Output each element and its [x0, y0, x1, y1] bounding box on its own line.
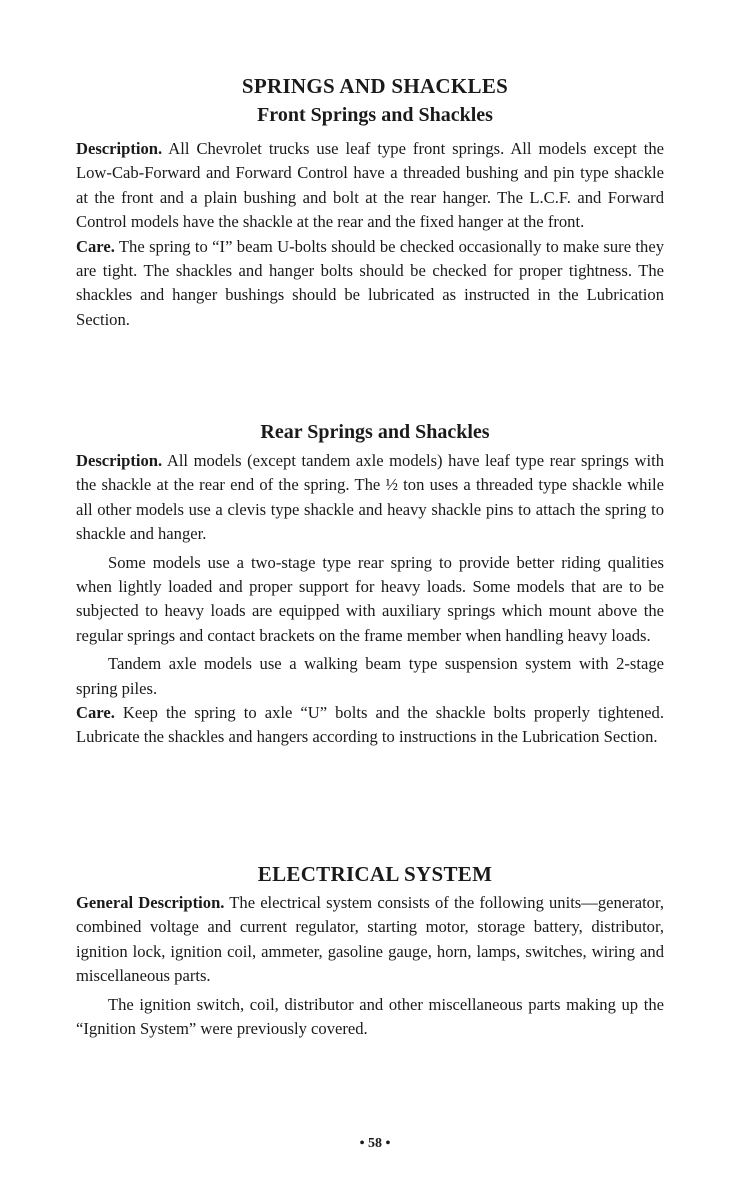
description-label: Description.	[76, 139, 163, 158]
care-text: Keep the spring to axle “U” bolts and the shackle bolts properly tightened. Lubricate the shackles and hangers according to instructions in the Lubrication Section.	[76, 703, 664, 747]
general-description-paragraph	[76, 891, 664, 989]
electrical-body	[76, 891, 664, 1041]
ignition-paragraph: The ignition switch, coil, distributor and other miscellaneous parts making up the “Ignition System” were previously covered.	[76, 994, 664, 1039]
front-springs-body	[76, 137, 664, 332]
description-text: All Chevrolet trucks use leaf type front springs. All models except the Low-Cab-Forward and Forward Control have a threaded bushing and pin type shackle at the front and a plain bushing and bolt at the rear hanger. The L.C.F. and Forward Control models have the shackle at the rear and the fixed hanger at the front.	[76, 139, 664, 232]
tandem-axle-paragraph: Tandem axle models use a walking beam type suspension system with 2-stage spring piles.	[76, 654, 664, 698]
general-description-label: General Description.	[76, 893, 225, 912]
front-description-paragraph	[76, 137, 664, 235]
care-text: The spring to “I” beam U-bolts should be checked occasionally to make sure they are tight. The shackles and hanger bolts should be checked for proper tightness. The shackles and hanger bushings should be lubricated as instructed in the Lubrication Section.	[76, 236, 664, 329]
rear-description-paragraph	[76, 449, 664, 547]
rear-springs-body	[76, 449, 664, 750]
subtitle-rear-springs: Rear Springs and Shackles	[260, 421, 490, 443]
care-label: Care.	[76, 236, 115, 256]
rear-care-paragraph	[76, 701, 664, 750]
two-stage-paragraph: Some models use a two-stage type rear spring to provide better riding qualities when lightly loaded and proper support for heavy loads. Some models that are to be subjected to heavy loads are equipped with auxiliary springs which mount above the regular springs and contact brackets on the frame member when handling heavy loads.	[76, 552, 664, 645]
care-label: Care.	[76, 703, 115, 723]
subtitle-front-springs: Front Springs and Shackles	[257, 104, 493, 126]
page-number: • 58 •	[359, 1136, 391, 1151]
description-label: Description.	[76, 451, 163, 470]
section-title-springs: SPRINGS AND SHACKLES	[241, 74, 509, 98]
front-care-paragraph	[76, 235, 664, 333]
section-title-electrical: ELECTRICAL SYSTEM	[257, 862, 493, 886]
general-description-text: The electrical system consists of the following units—generator, combined voltage and current regulator, starting motor, storage battery, distributor, ignition lock, ignition coil, ammeter, gasoline gauge, horn, lamps, switches, wiring and miscellaneous parts.	[76, 893, 664, 986]
description-text: All models (except tandem axle models) have leaf type rear springs with the shackle at the rear end of the spring. The ½ ton uses a threaded type shackle while all other models use a clevis type shackle and heavy shackle pins to attach the spring to shackle and hanger.	[76, 451, 664, 544]
